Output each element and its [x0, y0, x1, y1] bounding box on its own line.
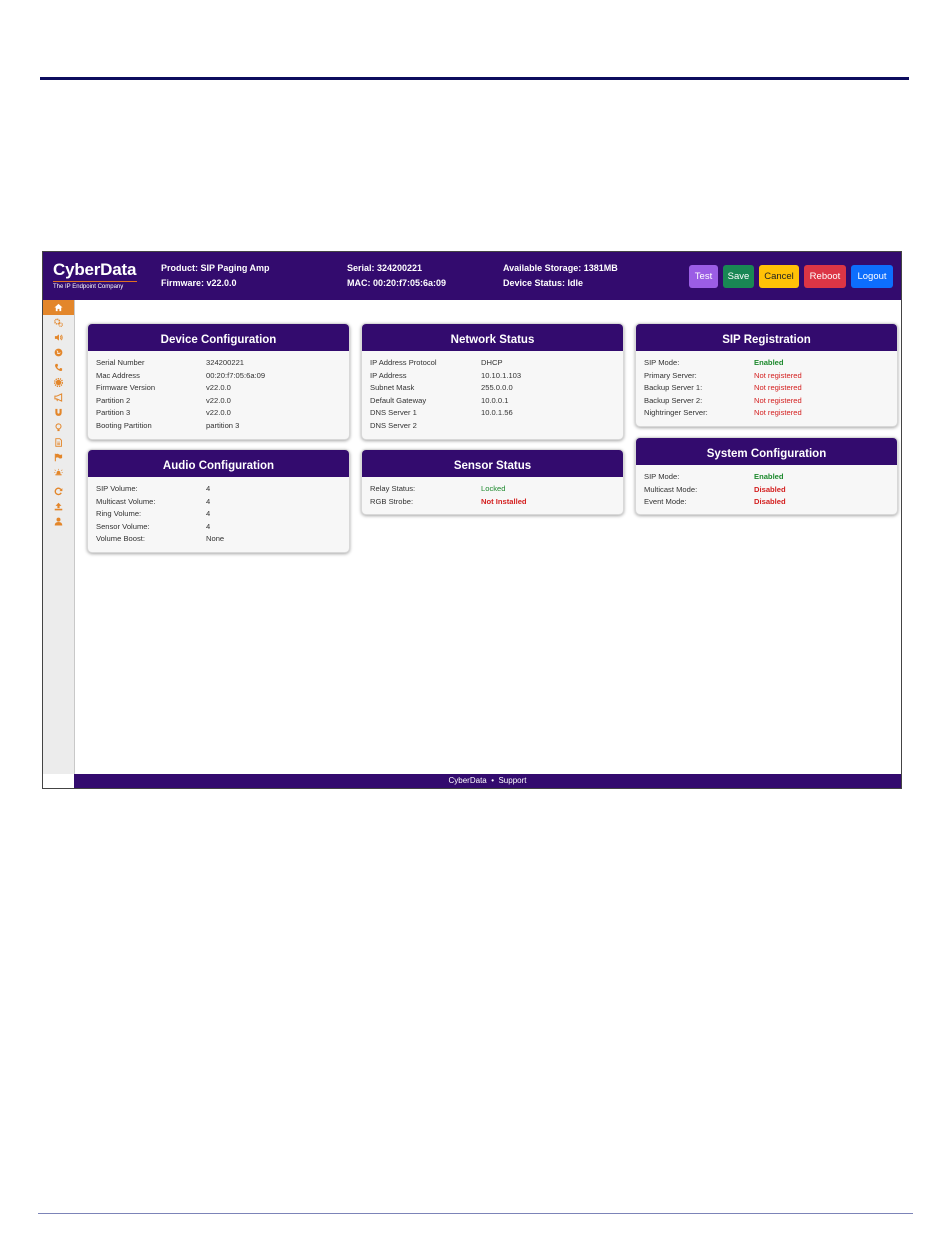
row-label: Partition 2: [96, 395, 131, 405]
row-value: DHCP: [481, 358, 503, 367]
sip-row-backup1: [644, 382, 897, 395]
row-value: 4: [206, 509, 211, 518]
device-row-booting: [96, 420, 349, 433]
row-label: Backup Server 2:: [644, 395, 703, 405]
system-configuration-title: System Configuration: [636, 438, 897, 465]
sidebar-item-sensor[interactable]: [43, 405, 74, 420]
row-label: IP Address: [370, 370, 407, 380]
row-value: 10.10.1.103: [481, 370, 522, 380]
row-label: Relay Status:: [370, 484, 416, 493]
bottom-rule: [38, 1213, 913, 1214]
audio-row-sip-volume: [96, 483, 349, 496]
row-value: 10.0.0.1: [481, 395, 509, 405]
upload-icon: [54, 502, 63, 511]
sensor-row-relay: [370, 483, 623, 496]
flag-icon: [54, 453, 63, 462]
row-value: 10.0.1.56: [481, 408, 513, 417]
row-label: Ring Volume:: [96, 509, 142, 518]
row-value: Disabled: [754, 497, 786, 506]
sidebar-item-admin[interactable]: [43, 514, 74, 529]
footer-cyberdata-link[interactable]: CyberData: [448, 776, 487, 785]
sensor-status-panel: [361, 449, 624, 515]
row-value: Not registered: [754, 408, 802, 417]
audio-configuration-title: Audio Configuration: [88, 450, 349, 477]
firmware-label: Firmware: v22.0.0: [161, 278, 237, 288]
logo-name: CyberData: [53, 260, 137, 279]
sidebar-nav: [43, 300, 75, 774]
home-icon: [54, 303, 63, 312]
bullhorn-icon: [54, 393, 63, 402]
row-value: 4: [206, 496, 211, 506]
row-label: Mac Address: [96, 370, 140, 380]
row-value: Not registered: [754, 370, 802, 380]
network-status-panel: [361, 323, 624, 440]
row-value: v22.0.0: [206, 395, 231, 405]
reboot-button[interactable]: Reboot: [804, 265, 846, 288]
row-label: RGB Strobe:: [370, 496, 414, 506]
row-value: 324200221: [206, 358, 245, 367]
volume-icon: [54, 333, 63, 342]
serial-label: Serial: 324200221: [347, 263, 423, 273]
product-label: Product: SIP Paging Amp: [161, 263, 270, 273]
network-row-dns2: [370, 420, 623, 433]
sidebar-item-audio[interactable]: [43, 330, 74, 345]
device-status-label: Device Status: Idle: [503, 278, 584, 288]
row-label: Default Gateway: [370, 395, 427, 405]
sip-row-backup2: [644, 395, 897, 408]
logo-tagline: The IP Endpoint Company: [53, 281, 137, 290]
row-label: SIP Mode:: [644, 358, 680, 367]
row-label: DNS Server 2: [370, 420, 417, 430]
storage-info: [503, 261, 618, 291]
sidebar-item-autoprovision[interactable]: [43, 484, 74, 499]
row-label: Firmware Version: [96, 383, 156, 392]
row-label: Multicast Volume:: [96, 496, 156, 506]
sidebar-item-events[interactable]: [43, 450, 74, 465]
row-label: Backup Server 1:: [644, 383, 703, 392]
row-label: Subnet Mask: [370, 383, 415, 392]
audio-row-sensor-volume: [96, 521, 349, 534]
row-label: Partition 3: [96, 408, 131, 417]
save-button[interactable]: Save: [723, 265, 754, 288]
sip-row-mode: [644, 357, 897, 370]
row-label: Nightringer Server:: [644, 408, 708, 417]
row-value: None: [206, 534, 225, 543]
row-label: Event Mode:: [644, 497, 687, 506]
sidebar-item-device[interactable]: [43, 315, 74, 330]
product-info: [161, 261, 270, 291]
row-value: Not registered: [754, 383, 802, 392]
audio-row-multicast-volume: [96, 496, 349, 509]
logout-button[interactable]: Logout: [851, 265, 893, 288]
device-configuration-title: Device Configuration: [88, 324, 349, 351]
footer-bar: [74, 774, 901, 788]
mac-label: MAC: 00:20:f7:05:6a:09: [347, 278, 447, 288]
gears-icon: [54, 318, 63, 327]
network-row-gateway: [370, 395, 623, 408]
globe-icon: [54, 348, 63, 357]
lightbulb-icon: [54, 423, 63, 432]
magnet-icon: [54, 408, 63, 417]
sip-registration-panel: [635, 323, 898, 427]
header-bar: [43, 252, 901, 300]
row-value: Enabled: [754, 358, 784, 367]
device-row-partition2: [96, 395, 349, 408]
cyberdata-logo[interactable]: [53, 260, 163, 290]
sip-row-primary: [644, 370, 897, 383]
sidebar-item-home[interactable]: [43, 300, 74, 315]
row-value: 4: [206, 521, 211, 531]
sidebar-item-logs[interactable]: [43, 435, 74, 450]
device-row-mac: [96, 370, 349, 383]
footer-separator: •: [491, 776, 495, 785]
device-row-firmware: [96, 382, 349, 395]
file-icon: [54, 438, 63, 447]
cancel-button[interactable]: Cancel: [759, 265, 799, 288]
row-value: v22.0.0: [206, 408, 231, 417]
row-label: DNS Server 1: [370, 408, 417, 417]
network-row-protocol: [370, 357, 623, 370]
row-value: Locked: [481, 484, 506, 493]
sip-registration-title: SIP Registration: [636, 324, 897, 351]
audio-row-volume-boost: [96, 533, 349, 546]
system-row-event-mode: [644, 496, 897, 509]
row-value: Disabled: [754, 484, 786, 494]
system-row-sip-mode: [644, 471, 897, 484]
device-row-serial: [96, 357, 349, 370]
system-configuration-panel: [635, 437, 898, 515]
sidebar-item-settings[interactable]: [43, 375, 74, 390]
row-value: partition 3: [206, 420, 240, 430]
storage-label: Available Storage: 1381MB: [503, 263, 618, 273]
phone-icon: [54, 363, 63, 372]
test-button[interactable]: Test: [689, 265, 718, 288]
row-label: SIP Volume:: [96, 484, 138, 493]
network-row-dns1: [370, 407, 623, 420]
refresh-icon: [54, 487, 63, 496]
device-row-partition3: [96, 407, 349, 420]
footer-support-link[interactable]: Support: [498, 776, 527, 785]
sidebar-item-multicast[interactable]: [43, 390, 74, 405]
system-row-multicast-mode: [644, 484, 897, 497]
row-label: Sensor Volume:: [96, 521, 150, 531]
sidebar-item-lighting[interactable]: [43, 420, 74, 435]
row-value: 4: [206, 484, 211, 493]
gear-icon: [54, 378, 63, 387]
network-status-title: Network Status: [362, 324, 623, 351]
device-configuration-panel: [87, 323, 350, 440]
sidebar-item-firmware[interactable]: [43, 499, 74, 514]
row-value: v22.0.0: [206, 383, 231, 392]
row-label: Primary Server:: [644, 370, 697, 380]
device-web-ui: [42, 251, 902, 789]
row-value: Enabled: [754, 472, 784, 481]
strobe-icon: [54, 468, 63, 477]
audio-configuration-panel: [87, 449, 350, 553]
row-label: Multicast Mode:: [644, 484, 698, 494]
network-row-subnet: [370, 382, 623, 395]
row-label: Serial Number: [96, 358, 145, 367]
network-row-ip: [370, 370, 623, 383]
sensor-row-rgb-strobe: [370, 496, 623, 509]
row-value: 00:20:f7:05:6a:09: [206, 370, 266, 380]
audio-row-ring-volume: [96, 508, 349, 521]
row-label: Booting Partition: [96, 420, 152, 430]
row-label: SIP Mode:: [644, 472, 680, 481]
sidebar-item-strobe[interactable]: [43, 465, 74, 480]
user-icon: [54, 517, 63, 526]
sidebar-item-network[interactable]: [43, 345, 74, 360]
row-value: Not Installed: [481, 496, 527, 506]
serial-info: [347, 261, 446, 291]
row-value: Not registered: [754, 395, 802, 405]
row-label: Volume Boost:: [96, 534, 145, 543]
sidebar-item-sip[interactable]: [43, 360, 74, 375]
top-rule: [40, 77, 909, 80]
sensor-status-title: Sensor Status: [362, 450, 623, 477]
row-label: IP Address Protocol: [370, 358, 437, 367]
sip-row-nightringer: [644, 407, 897, 420]
row-value: 255.0.0.0: [481, 383, 513, 392]
